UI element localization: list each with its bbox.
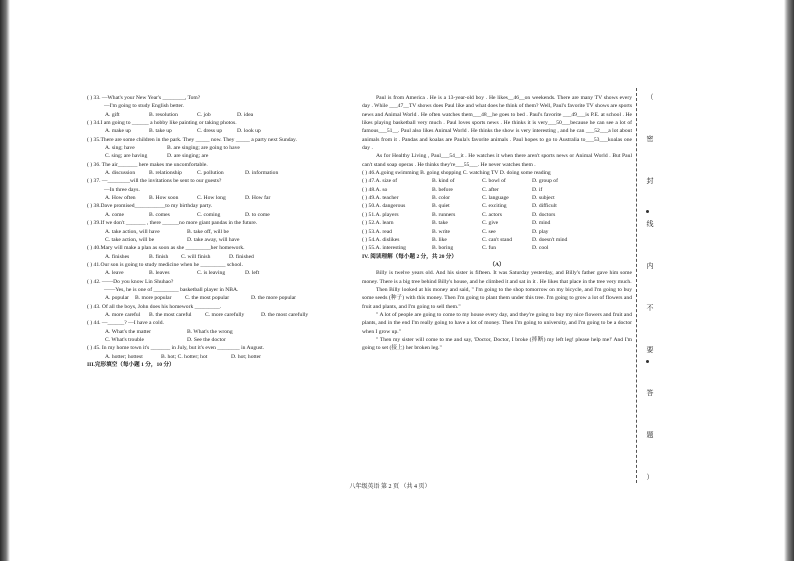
option: A. popular — [105, 295, 129, 302]
answer-options — [362, 244, 632, 252]
option: ( ) 46.A.going swimming B. going shopping C. watching TV D. doing some reading — [362, 170, 551, 177]
scan-edge-left — [0, 0, 10, 561]
question-stem: ( ) 41.Our son is going to study medicine when he _________ school. — [87, 261, 243, 268]
passage-paragraph: As for Healthy Living , Paul___54__it . He watches it when there aren't sports news or Animal World . But Paul can't stand soap operas . He thinks they're___55___. He never watches them . — [362, 153, 632, 168]
answer-options — [87, 353, 339, 361]
option: ( ) 55.A. interesting — [362, 245, 406, 252]
answer-options — [362, 186, 632, 194]
option: C. language — [482, 195, 509, 202]
answer-options — [87, 328, 339, 336]
answer-options — [87, 253, 339, 261]
answer-options — [87, 294, 339, 302]
option: ( ) 48.A. so — [362, 186, 388, 193]
option: C. What's trouble — [105, 336, 144, 343]
dialogue-line: —I'm going to study English better. — [104, 103, 184, 110]
page-footer: 八年级英语 第 2 页 （共 4 页） — [349, 484, 431, 490]
question-stem: ( ) 33. —What's your New Year's ________, Tom? — [87, 95, 201, 101]
option: B. resolution — [149, 111, 178, 118]
option: D. mind — [532, 220, 551, 227]
option: B. take off, will be — [187, 228, 229, 235]
option: C. fun — [482, 245, 496, 252]
option: C. sing; are having — [105, 153, 148, 160]
option: B. the most careful — [149, 311, 192, 318]
option: D. hot; hotter — [231, 353, 261, 360]
option: D. cool — [532, 245, 549, 252]
option: B. finish — [149, 253, 169, 260]
option: B. write — [432, 228, 451, 235]
option: B. are singing; are going to have — [167, 145, 240, 152]
seal-char: 线 — [646, 219, 654, 228]
option: A. What's the matter — [105, 328, 151, 335]
option: C. after — [482, 186, 499, 193]
answer-options — [87, 111, 339, 119]
option: D. look up — [237, 128, 261, 135]
option: D. difficult — [532, 203, 557, 210]
option: D. finished — [229, 253, 254, 260]
option: B. relationship — [149, 170, 182, 177]
option: B. more popular — [135, 295, 172, 302]
option: A. take action, will have — [105, 228, 160, 235]
option: D. See the doctor — [187, 336, 226, 343]
answer-options — [87, 211, 339, 219]
answer-options — [87, 236, 339, 244]
option: B. comes — [149, 211, 170, 218]
option: ( ) 54.A. dislikes — [362, 236, 400, 243]
option: A. discussion — [105, 170, 136, 177]
option: D. to come — [245, 211, 270, 218]
option: C. can't stand — [482, 236, 513, 243]
section-heading: III.完形填空（每小题 1 分，10 分） — [87, 362, 175, 368]
question-stem: ( ) 45. In my home town it's _______ in July, but it's even ________ in August. — [87, 345, 265, 352]
option: C. actors — [482, 211, 502, 218]
seal-char: 题 — [646, 430, 654, 439]
option: B. kind of — [432, 178, 455, 185]
option: B. boring — [432, 245, 454, 252]
option: B. runners — [432, 211, 456, 218]
dialogue-line: —In three days. — [104, 186, 140, 193]
option: B. take up — [149, 128, 172, 135]
option: D. group of — [532, 178, 558, 185]
answer-options — [87, 152, 339, 160]
question-stem: ( ) 38.Dave promised___________to my birthday party. — [87, 203, 213, 210]
option: ( ) 47.A. size of — [362, 178, 398, 185]
option: A. leave — [105, 270, 124, 277]
binding-dot — [646, 210, 649, 213]
seal-char: 不 — [646, 304, 654, 313]
binding-dot — [646, 360, 649, 363]
passage-paragraph: " A lot of people are going to come to my house every day, and they're going to buy my nice flowers and fruit and plants, and in the end I'm really going to have a lot of money. Then I'm going to university, and I'm going to be a doctor when I grow up." — [362, 311, 632, 335]
answer-options — [362, 228, 632, 236]
section-heading: IV. 阅读理解（每小题 2 分，共 20 分） — [362, 253, 457, 260]
option: D. take away, will have — [187, 236, 240, 243]
option: C. coming — [197, 211, 221, 218]
option: B. quiet — [432, 203, 450, 210]
option: D. doesn't mind — [532, 236, 568, 243]
option: D. if — [532, 186, 543, 193]
passage-paragraph: Then Billy looked at his money and said, " I'm going to the shop tomorrow on my bicycle, and I'm going to buy some seeds (种子) with this money. Then I'm going to plant them under this tree. I'm going to grow a lot of flowers and fruit and plants, and I'm going to sell them." — [362, 286, 632, 310]
answer-options — [362, 219, 632, 227]
question-stem: ( ) 35.There are some children in the park. They _____ now. They _____ a party next Sunday. — [87, 136, 297, 143]
option: C. job — [197, 111, 211, 118]
option: D. subject — [532, 195, 555, 202]
option: A. hotter; hottest — [105, 353, 143, 360]
option: D. play — [532, 228, 549, 235]
left-column — [87, 94, 339, 369]
answer-options — [87, 228, 339, 236]
answer-options — [362, 236, 632, 244]
option: C. see — [482, 228, 496, 235]
option: C. will finish — [181, 253, 211, 260]
option: A. sing; have — [105, 145, 135, 152]
option: ( ) 50.A. dangerous — [362, 203, 406, 210]
answer-options — [87, 336, 339, 344]
option: ( ) 51.A. players — [362, 211, 399, 218]
option: D. How far — [245, 195, 271, 202]
seal-char: 答 — [646, 388, 654, 397]
seal-char: ） — [646, 472, 654, 481]
option: A. How often — [105, 195, 136, 202]
seal-char: 封 — [646, 177, 654, 186]
seal-char: 密 — [646, 135, 654, 144]
option: C. dress up — [197, 128, 223, 135]
seal-line-notice — [644, 92, 656, 482]
option: A. finishes — [105, 253, 130, 260]
option: D. the most carefully — [261, 311, 309, 318]
option: D. information — [245, 170, 279, 177]
option: B. like — [432, 236, 447, 243]
option: C. How long — [197, 195, 226, 202]
seal-char: （ — [646, 93, 654, 101]
option: A. more careful — [105, 311, 141, 318]
option: B. How soon — [149, 195, 179, 202]
answer-options — [362, 202, 632, 210]
right-column — [362, 94, 632, 353]
question-stem: ( ) 36. The air_______ here makes me uncomfortable. — [87, 161, 208, 168]
answer-options — [362, 194, 632, 202]
option: A. come — [105, 211, 124, 218]
option: B. What's the wrong — [187, 328, 233, 335]
passage-paragraph: Paul is from America . He is a 13-year-old boy . He likes__46__on weekends. There are many TV shows every day . While ___47__TV shows does Paul like and what does he think of them? Well, Paul's favorite TV shows are sports news and Animal World . He often watches them___48__he goes to bed . Paul's favorite ___49___is P.E. at school . He likes playing basketball very much . Paul loves sports news . He thinks it is very___50___because he can see a lot of famous___51__. Paul also likes Animal World . He thinks the show is very interesting , and he can ___52___a lot about animals from it . Pandas and koalas are Paula's favorite animals . Paul hopes to go to Australia to___53___koalas one day . — [362, 95, 632, 152]
option: D. idea — [237, 111, 254, 118]
question-stem: ( ) 39.If we don't _______ , there ______no more giant pandas in the future. — [87, 220, 258, 227]
option: B. color — [432, 195, 451, 202]
question-stem: ( ) 44. —______? —I have a cold. — [87, 320, 164, 327]
answer-options — [362, 211, 632, 219]
seal-char: 内 — [646, 261, 654, 270]
dialogue-line: ——Yes, he is one of _________ basketball player in NBA. — [104, 286, 239, 293]
option: C. take action, will be — [105, 236, 155, 243]
option: C. give — [482, 220, 499, 227]
answer-options — [87, 169, 339, 177]
question-stem: ( ) 34.I am going to ______ a hobby like painting or taking photos. — [87, 120, 237, 127]
option: C. is leaving — [197, 270, 226, 277]
question-stem: ( ) 43. Of all the boys, John does his homework _________. — [87, 303, 222, 310]
option: B. hot; C. hotter; hot — [161, 353, 208, 360]
option: ( ) 52.A. learn — [362, 220, 394, 227]
option: C. bowl of — [482, 178, 506, 185]
option: D. doctors — [532, 211, 556, 218]
answer-options — [87, 127, 339, 135]
question-stem: ( ) 40.Mary will make a plan as soon as she _________her homework. — [87, 245, 245, 252]
question-stem: ( ) 42. ——Do you know Lin Shuhao? — [87, 278, 174, 285]
answer-options — [87, 269, 339, 277]
seal-line — [636, 88, 637, 483]
option: C. exciting — [482, 203, 507, 210]
option: D. are singing; are — [167, 153, 209, 160]
option: D. the more popular — [251, 295, 297, 302]
answer-options — [362, 177, 632, 185]
option: ( ) 53.A. read — [362, 228, 392, 235]
option: C. more carefully — [205, 311, 245, 318]
answer-options — [87, 311, 339, 319]
option: A. gift — [105, 111, 120, 118]
option: B. leaves — [149, 270, 170, 277]
option: C. pollution — [197, 170, 224, 177]
answer-options — [362, 169, 632, 177]
option: C. the most popular — [185, 295, 230, 302]
option: B. before — [432, 186, 453, 193]
question-stem: ( ) 37. —________will the invitations be sent to our guests? — [87, 178, 222, 185]
seal-char: 要 — [646, 346, 654, 355]
option: D. left — [245, 270, 260, 277]
scan-edge-right — [784, 0, 794, 561]
passage-paragraph: Billy is twelve years old. And his sister is fifteen. It was Saturday yesterday, and Billy's father gave him some money. There is a big tree behind Billy's house, and he climbed it and sat in it . He likes that place in the tree very much. — [362, 270, 632, 285]
answer-options — [87, 144, 339, 152]
passage-paragraph: " Then my sister will come to me and say, 'Doctor, Doctor, I broke (摔断) my left leg! please help me!' And I'm going to set (接上) her broken leg." — [362, 336, 632, 352]
answer-options — [87, 194, 339, 202]
option: ( ) 49.A. teacher — [362, 195, 399, 202]
passage-label: （A） — [489, 261, 505, 268]
option: B. take — [432, 220, 448, 227]
option: A. make up — [105, 128, 131, 135]
